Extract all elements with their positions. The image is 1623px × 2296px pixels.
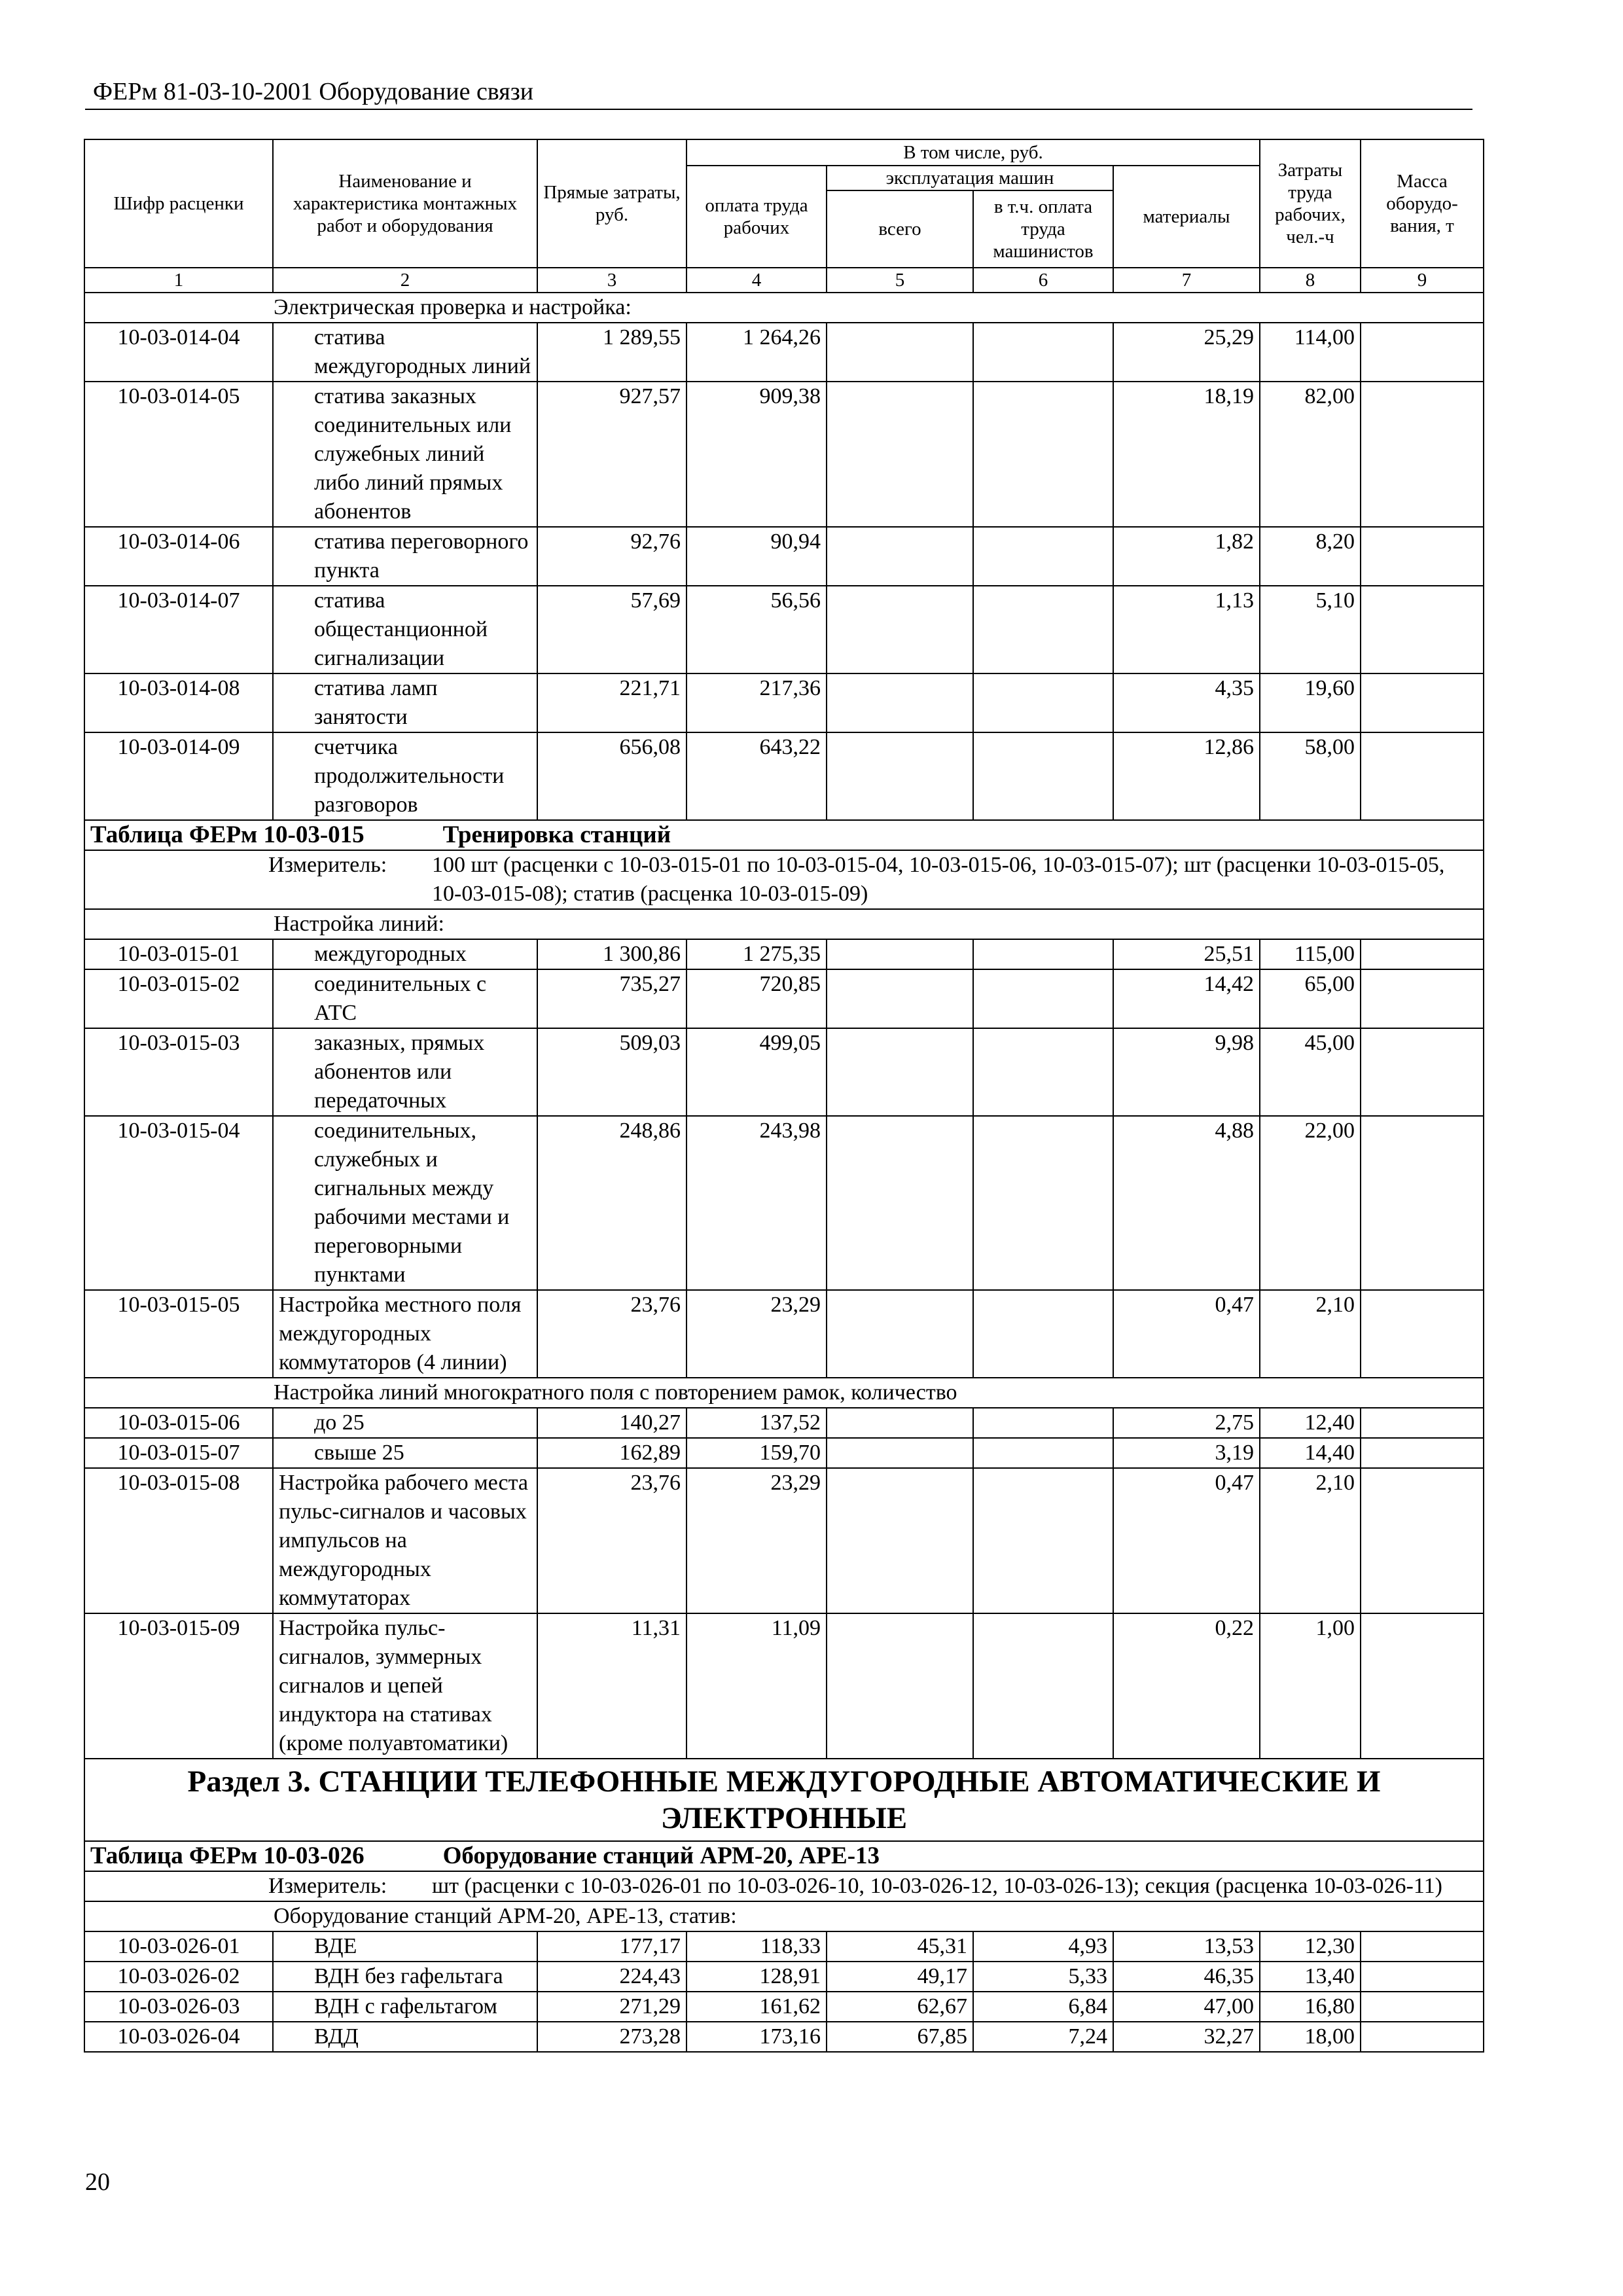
row-machines-wages [973, 1028, 1113, 1116]
row-machines-total: 45,31 [827, 1931, 973, 1962]
rows-015b [84, 1290, 1484, 1378]
row-mass [1361, 1408, 1484, 1438]
row-mass [1361, 1438, 1484, 1468]
row-name: ВДД [273, 2022, 537, 2052]
row-name: свыше 25 [273, 1438, 537, 1468]
row-name: соединительных, служебных и сигнальных между рабочими местами и переговорными пунктами [273, 1116, 537, 1290]
header-machines-total: всего [827, 190, 973, 268]
col-number: 3 [537, 268, 687, 293]
row-labor: 65,00 [1260, 969, 1361, 1028]
table-015-subgroup [84, 1378, 1484, 1408]
row-name: до 25 [273, 1408, 537, 1438]
row-labor: 14,40 [1260, 1438, 1361, 1468]
measure-text: 100 шт (расценки с 10-03-015-01 по 10-03-015-04, 10-03-015-06, 10-03-015-07); шт (расценки 10-03-015-05, 10-03-015-08); статив (расценка 10-03-015-09) [432, 853, 1445, 906]
row-mass [1361, 1468, 1484, 1613]
table-row [84, 323, 1484, 382]
row-machines-wages [973, 732, 1113, 820]
row-materials: 46,35 [1113, 1962, 1260, 1992]
row-machines-total: 62,67 [827, 1992, 973, 2022]
row-materials: 13,53 [1113, 1931, 1260, 1962]
row-mass [1361, 586, 1484, 673]
row-direct-cost: 23,76 [537, 1290, 687, 1378]
row-code: 10-03-026-01 [84, 1931, 273, 1962]
measure-label: Измеритель: [268, 1874, 387, 1898]
rates-table [84, 139, 1484, 2053]
row-labor: 18,00 [1260, 2022, 1361, 2052]
row-direct-cost: 140,27 [537, 1408, 687, 1438]
group-label: Настройка линий многократного поля с повторением рамок, количество [84, 1378, 1484, 1408]
table-row [84, 382, 1484, 527]
row-wages: 128,91 [687, 1962, 827, 1992]
row-labor: 5,10 [1260, 586, 1361, 673]
header-code: Шифр расценки [84, 139, 273, 268]
table-row [84, 939, 1484, 969]
group-label: Оборудование станций АРМ-20, АРЕ-13, статив: [84, 1901, 1484, 1931]
row-name: междугородных [273, 939, 537, 969]
table-row [84, 1992, 1484, 2022]
row-machines-total [827, 1468, 973, 1613]
header-machines-wages: в т.ч. оплата труда машинистов [973, 190, 1113, 268]
row-machines-wages [973, 323, 1113, 382]
row-materials: 0,47 [1113, 1468, 1260, 1613]
row-machines-total [827, 1613, 973, 1759]
rows-026 [84, 1931, 1484, 2052]
group-label: Настройка линий: [84, 909, 1484, 939]
row-labor: 12,30 [1260, 1931, 1361, 1962]
table-title-026 [84, 1841, 1484, 1871]
row-materials: 1,13 [1113, 586, 1260, 673]
table-row [84, 1962, 1484, 1992]
table-row [84, 1931, 1484, 1962]
col-number: 7 [1113, 268, 1260, 293]
row-machines-total [827, 1438, 973, 1468]
table-row [84, 1116, 1484, 1290]
row-name: Настройка местного поля междугородных коммутаторов (4 линии) [273, 1290, 537, 1378]
row-direct-cost: 656,08 [537, 732, 687, 820]
row-direct-cost: 273,28 [537, 2022, 687, 2052]
table-row [84, 969, 1484, 1028]
row-direct-cost: 1 289,55 [537, 323, 687, 382]
row-direct-cost: 177,17 [537, 1931, 687, 1962]
row-materials: 47,00 [1113, 1992, 1260, 2022]
row-machines-wages [973, 1613, 1113, 1759]
row-materials: 14,42 [1113, 969, 1260, 1028]
measure-row [84, 850, 1484, 909]
col-number: 6 [973, 268, 1113, 293]
measure-row [84, 1871, 1484, 1901]
row-name: статива переговорного пункта [273, 527, 537, 586]
table-row [84, 673, 1484, 732]
row-code: 10-03-014-07 [84, 586, 273, 673]
row-wages: 161,62 [687, 1992, 827, 2022]
row-machines-total [827, 1116, 973, 1290]
row-machines-total: 67,85 [827, 2022, 973, 2052]
page-number: 20 [85, 2168, 110, 2196]
row-machines-wages [973, 939, 1113, 969]
row-name: заказных, прямых абонентов или передаточных [273, 1028, 537, 1116]
row-labor: 45,00 [1260, 1028, 1361, 1116]
row-labor: 58,00 [1260, 732, 1361, 820]
header-including: В том числе, руб. [687, 139, 1260, 166]
table-number: Таблица ФЕРм 10-03-015 [90, 821, 365, 848]
row-mass [1361, 1028, 1484, 1116]
row-machines-wages [973, 1116, 1113, 1290]
measure-label: Измеритель: [268, 853, 387, 877]
row-machines-wages [973, 1408, 1113, 1438]
header-rule [85, 109, 1472, 110]
row-direct-cost: 23,76 [537, 1468, 687, 1613]
row-labor: 12,40 [1260, 1408, 1361, 1438]
row-machines-total: 49,17 [827, 1962, 973, 1992]
header-name: Наименование и характеристика монтажных работ и оборудования [273, 139, 537, 268]
row-labor: 13,40 [1260, 1962, 1361, 1992]
row-machines-total [827, 939, 973, 969]
row-direct-cost: 735,27 [537, 969, 687, 1028]
row-mass [1361, 1290, 1484, 1378]
row-code: 10-03-015-01 [84, 939, 273, 969]
row-mass [1361, 1931, 1484, 1962]
header-wages: оплата труда рабочих [687, 166, 827, 268]
row-machines-total [827, 1290, 973, 1378]
row-direct-cost: 11,31 [537, 1613, 687, 1759]
row-labor: 19,60 [1260, 673, 1361, 732]
row-name: счетчика продолжительности разговоров [273, 732, 537, 820]
row-code: 10-03-014-06 [84, 527, 273, 586]
row-mass [1361, 939, 1484, 969]
header-direct: Прямые затраты, руб. [537, 139, 687, 268]
table-row [84, 1438, 1484, 1468]
rows-015c [84, 1408, 1484, 1468]
row-wages: 217,36 [687, 673, 827, 732]
row-materials: 4,88 [1113, 1116, 1260, 1290]
row-machines-wages: 4,93 [973, 1931, 1113, 1962]
row-code: 10-03-026-04 [84, 2022, 273, 2052]
table-body [84, 293, 1484, 323]
row-direct-cost: 271,29 [537, 1992, 687, 2022]
row-machines-wages [973, 1468, 1113, 1613]
row-machines-total [827, 1408, 973, 1438]
row-machines-wages [973, 527, 1113, 586]
row-machines-total [827, 323, 973, 382]
col-number: 2 [273, 268, 537, 293]
row-wages: 11,09 [687, 1613, 827, 1759]
row-code: 10-03-015-04 [84, 1116, 273, 1290]
row-materials: 12,86 [1113, 732, 1260, 820]
row-code: 10-03-026-02 [84, 1962, 273, 1992]
row-code: 10-03-015-07 [84, 1438, 273, 1468]
row-code: 10-03-015-02 [84, 969, 273, 1028]
table-row [84, 1468, 1484, 1613]
row-name: статива междугородных линий [273, 323, 537, 382]
section-title: Раздел 3. СТАНЦИИ ТЕЛЕФОННЫЕ МЕЖДУГОРОДНЫЕ АВТОМАТИЧЕСКИЕ И ЭЛЕКТРОННЫЕ [84, 1759, 1484, 1841]
col-number: 8 [1260, 268, 1361, 293]
row-mass [1361, 382, 1484, 527]
row-labor: 82,00 [1260, 382, 1361, 527]
row-mass [1361, 673, 1484, 732]
row-wages: 23,29 [687, 1468, 827, 1613]
measure-text: шт (расценки с 10-03-026-01 по 10-03-026-10, 10-03-026-12, 10-03-026-13); секция (расценка 10-03-026-11) [432, 1874, 1442, 1898]
row-wages: 909,38 [687, 382, 827, 527]
row-direct-cost: 248,86 [537, 1116, 687, 1290]
row-direct-cost: 224,43 [537, 1962, 687, 1992]
header-mass: Масса оборудо-вания, т [1361, 139, 1484, 268]
row-direct-cost: 509,03 [537, 1028, 687, 1116]
row-materials: 2,75 [1113, 1408, 1260, 1438]
row-code: 10-03-015-08 [84, 1468, 273, 1613]
row-materials: 3,19 [1113, 1438, 1260, 1468]
row-materials: 9,98 [1113, 1028, 1260, 1116]
column-number-row [84, 268, 1484, 293]
row-name: статива ламп занятости [273, 673, 537, 732]
row-direct-cost: 162,89 [537, 1438, 687, 1468]
row-machines-total [827, 382, 973, 527]
row-mass [1361, 2022, 1484, 2052]
row-name: ВДН без гафельтага [273, 1962, 537, 1992]
row-mass [1361, 969, 1484, 1028]
table-015-heading [84, 820, 1484, 939]
row-direct-cost: 1 300,86 [537, 939, 687, 969]
row-wages: 1 275,35 [687, 939, 827, 969]
row-materials: 1,82 [1113, 527, 1260, 586]
row-wages: 23,29 [687, 1290, 827, 1378]
col-number: 9 [1361, 268, 1484, 293]
row-code: 10-03-014-09 [84, 732, 273, 820]
row-wages: 1 264,26 [687, 323, 827, 382]
row-machines-total [827, 969, 973, 1028]
table-row [84, 1613, 1484, 1759]
row-wages: 499,05 [687, 1028, 827, 1116]
row-labor: 115,00 [1260, 939, 1361, 969]
row-machines-wages [973, 673, 1113, 732]
row-materials: 4,35 [1113, 673, 1260, 732]
table-row [84, 2022, 1484, 2052]
row-mass [1361, 1116, 1484, 1290]
table-name: Тренировка станций [442, 821, 671, 848]
table-header [84, 139, 1484, 293]
row-machines-total [827, 1028, 973, 1116]
row-machines-wages [973, 969, 1113, 1028]
row-machines-wages [973, 1290, 1113, 1378]
row-wages: 643,22 [687, 732, 827, 820]
row-code: 10-03-015-03 [84, 1028, 273, 1116]
row-materials: 0,47 [1113, 1290, 1260, 1378]
row-materials: 25,29 [1113, 323, 1260, 382]
row-name: соединительных с АТС [273, 969, 537, 1028]
row-name: ВДЕ [273, 1931, 537, 1962]
row-wages: 137,52 [687, 1408, 827, 1438]
row-wages: 56,56 [687, 586, 827, 673]
rows-014 [84, 323, 1484, 820]
row-code: 10-03-014-08 [84, 673, 273, 732]
table-title-015 [84, 820, 1484, 850]
col-number: 1 [84, 268, 273, 293]
row-wages: 90,94 [687, 527, 827, 586]
row-machines-wages [973, 382, 1113, 527]
row-labor: 2,10 [1260, 1290, 1361, 1378]
group-label: Электрическая проверка и настройка: [84, 293, 1484, 323]
table-name: Оборудование станций АРМ-20, АРЕ-13 [442, 1842, 880, 1869]
row-direct-cost: 57,69 [537, 586, 687, 673]
row-code: 10-03-015-06 [84, 1408, 273, 1438]
row-name: статива общестанционной сигнализации [273, 586, 537, 673]
row-machines-wages: 7,24 [973, 2022, 1113, 2052]
row-code: 10-03-015-09 [84, 1613, 273, 1759]
row-machines-wages: 5,33 [973, 1962, 1113, 1992]
row-code: 10-03-014-04 [84, 323, 273, 382]
row-materials: 0,22 [1113, 1613, 1260, 1759]
row-machines-wages [973, 586, 1113, 673]
table-row [84, 1028, 1484, 1116]
row-labor: 22,00 [1260, 1116, 1361, 1290]
document-header-title: ФЕРм 81-03-10-2001 Оборудование связи [93, 78, 534, 105]
row-mass [1361, 732, 1484, 820]
row-mass [1361, 1992, 1484, 2022]
row-machines-total [827, 527, 973, 586]
section-3-heading [84, 1759, 1484, 1931]
table-row [84, 586, 1484, 673]
row-labor: 16,80 [1260, 1992, 1361, 2022]
row-code: 10-03-014-05 [84, 382, 273, 527]
row-name: ВДН с гафельтагом [273, 1992, 537, 2022]
header-machines: эксплуатация машин [827, 166, 1113, 190]
row-labor: 114,00 [1260, 323, 1361, 382]
row-direct-cost: 221,71 [537, 673, 687, 732]
row-materials: 25,51 [1113, 939, 1260, 969]
row-name: Настройка пульс-сигналов, зуммерных сигналов и цепей индуктора на стативах (кроме полуавтоматики) [273, 1613, 537, 1759]
row-mass [1361, 527, 1484, 586]
header-materials: материалы [1113, 166, 1260, 268]
row-wages: 173,16 [687, 2022, 827, 2052]
row-mass [1361, 323, 1484, 382]
row-machines-wages: 6,84 [973, 1992, 1113, 2022]
col-number: 5 [827, 268, 973, 293]
row-labor: 2,10 [1260, 1468, 1361, 1613]
row-materials: 32,27 [1113, 2022, 1260, 2052]
row-labor: 8,20 [1260, 527, 1361, 586]
row-mass [1361, 1613, 1484, 1759]
row-wages: 118,33 [687, 1931, 827, 1962]
col-number: 4 [687, 268, 827, 293]
row-machines-total [827, 732, 973, 820]
row-wages: 159,70 [687, 1438, 827, 1468]
table-row [84, 1408, 1484, 1438]
rows-015d [84, 1468, 1484, 1759]
row-direct-cost: 927,57 [537, 382, 687, 527]
table-number: Таблица ФЕРм 10-03-026 [90, 1842, 365, 1869]
table-row [84, 1290, 1484, 1378]
row-code: 10-03-015-05 [84, 1290, 273, 1378]
row-labor: 1,00 [1260, 1613, 1361, 1759]
row-materials: 18,19 [1113, 382, 1260, 527]
row-name: Настройка рабочего места пульс-сигналов и часовых импульсов на междугородных коммутаторах [273, 1468, 537, 1613]
row-wages: 720,85 [687, 969, 827, 1028]
row-machines-wages [973, 1438, 1113, 1468]
row-code: 10-03-026-03 [84, 1992, 273, 2022]
row-name: статива заказных соединительных или служебных линий либо линий прямых абонентов [273, 382, 537, 527]
table-row [84, 527, 1484, 586]
rows-015a [84, 939, 1484, 1290]
table-row [84, 732, 1484, 820]
row-machines-total [827, 673, 973, 732]
header-labor: Затраты труда рабочих, чел.-ч [1260, 139, 1361, 268]
row-wages: 243,98 [687, 1116, 827, 1290]
row-machines-total [827, 586, 973, 673]
row-direct-cost: 92,76 [537, 527, 687, 586]
row-mass [1361, 1962, 1484, 1992]
